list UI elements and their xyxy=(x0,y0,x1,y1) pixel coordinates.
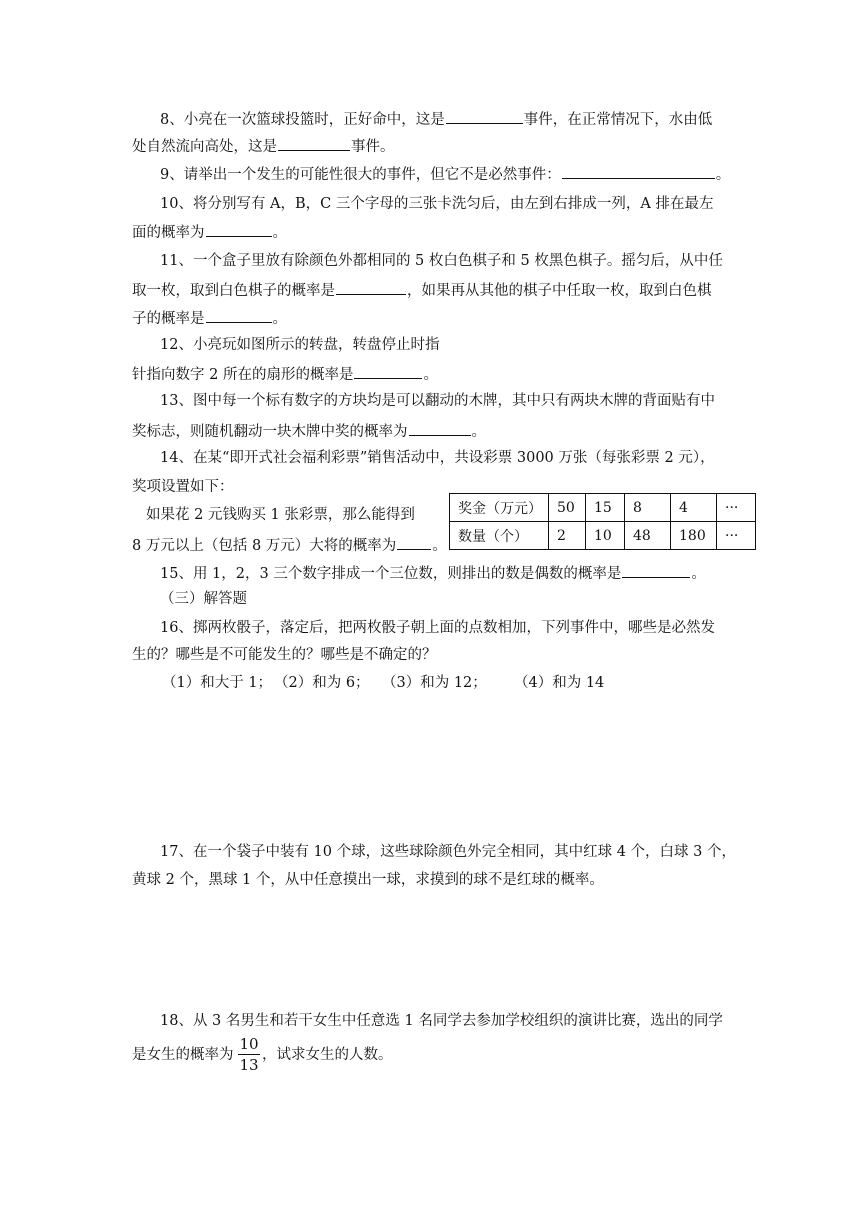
section-heading: （三）解答题 xyxy=(160,591,247,607)
q16-option-1: （1）和大于 1； xyxy=(162,675,273,691)
table-cell: ··· xyxy=(717,522,756,550)
q18-line2a: 是女生的概率为 xyxy=(132,1047,234,1063)
q13-text-b: 。 xyxy=(471,424,486,440)
q13-line1: 13、图中每一个标有数字的方块均是可以翻动的木牌，其中只有两块木牌的背面贴有中 xyxy=(160,393,715,409)
q10-line1: 10、将分别写有 A，B，C 三个字母的三张卡洗匀后，由左到右排成一列，A 排在最左 xyxy=(160,196,714,212)
q12-text-b: 。 xyxy=(423,367,438,383)
q13-text-a: 奖标志，则随机翻动一块木牌中奖的概率为 xyxy=(132,424,408,440)
fraction-numerator: 10 xyxy=(239,1035,259,1053)
q14-text-a: 8 万元以上（包括 8 万元）大将的概率为 xyxy=(132,538,397,554)
q16-line1: 16、掷两枚骰子，落定后，把两枚骰子朝上面的点数相加，下列事件中，哪些是必然发 xyxy=(160,620,715,636)
table-cell: 4 xyxy=(671,494,717,522)
q8-blank2[interactable] xyxy=(278,136,350,151)
table-cell: 奖金（万元） xyxy=(450,494,549,522)
table-row xyxy=(450,522,756,550)
q14-blank[interactable] xyxy=(397,535,431,550)
fraction-denominator: 13 xyxy=(239,1056,259,1074)
q18-line1: 18、从 3 名男生和若干女生中任意选 1 名同学去参加学校组织的演讲比赛，选出的同学 xyxy=(160,1013,723,1029)
q11-blank2[interactable] xyxy=(206,308,272,323)
table-cell: 180 xyxy=(671,522,717,550)
q9-blank[interactable] xyxy=(562,164,715,179)
table-cell: 15 xyxy=(586,494,625,522)
q8-blank1[interactable] xyxy=(446,109,523,124)
table-cell: 50 xyxy=(549,494,586,522)
q10-text-b: 。 xyxy=(272,225,287,241)
q15-text-a: 15、用 1，2，3 三个数字排成一个三位数，则排出的数是偶数的概率是 xyxy=(160,566,622,582)
q13-line2 xyxy=(132,421,486,441)
q11-text-c: 子的概率是 xyxy=(132,311,205,327)
fraction-bar xyxy=(238,1054,260,1055)
q15-blank[interactable] xyxy=(622,563,690,578)
q8-text-b: 事件，在正常情况下，水由低 xyxy=(523,112,713,128)
q10-text-a: 面的概率为 xyxy=(132,225,205,241)
q11-text-a: 取一枚，取到白色棋子的概率是 xyxy=(132,283,335,299)
q14-line2: 奖项设置如下： xyxy=(132,479,234,495)
prize-table xyxy=(449,493,756,550)
q11-text-d: 。 xyxy=(272,311,287,327)
q8-text-c: 处自然流向高处，这是 xyxy=(132,139,277,155)
probability-fraction xyxy=(238,1035,260,1074)
q11-line1: 11、一个盒子里放有除颜色外都相同的 5 枚白色棋子和 5 枚黑色棋子。摇匀后，从中任 xyxy=(160,253,723,269)
q11-line2 xyxy=(132,280,712,300)
q12-line2 xyxy=(132,364,438,384)
q9-line1 xyxy=(160,164,730,184)
q10-line2 xyxy=(132,222,287,242)
q9-text-a: 9、请举出一个发生的可能性很大的事件，但它不是必然事件： xyxy=(160,167,561,183)
q13-blank[interactable] xyxy=(409,421,471,436)
q14-line4 xyxy=(132,535,447,555)
q12-blank[interactable] xyxy=(354,364,422,379)
table-cell: ··· xyxy=(717,494,756,522)
table-cell: 48 xyxy=(625,522,671,550)
q12-line1: 12、小亮玩如图所示的转盘，转盘停止时指 xyxy=(160,337,440,353)
q15-text-b: 。 xyxy=(691,566,706,582)
q14-text-b: 。 xyxy=(432,538,447,554)
q18-line2b: ，试求女生的人数。 xyxy=(262,1047,393,1063)
q17-line2: 黄球 2 个，黑球 1 个，从中任意摸出一球，求摸到的球不是红球的概率。 xyxy=(132,872,604,888)
q14-line1: 14、在某“即开式社会福利彩票”销售活动中，共设彩票 3000 万张（每张彩票 2 元）， xyxy=(160,450,715,466)
q16-option-4: （4）和为 14 xyxy=(514,675,605,691)
q8-line1 xyxy=(160,109,712,129)
q10-blank[interactable] xyxy=(206,222,272,237)
q8-text-d: 事件。 xyxy=(351,139,395,155)
q11-blank1[interactable] xyxy=(336,280,406,295)
q16-option-2: （2）和为 6； xyxy=(274,675,370,691)
q11-text-b: ，如果再从其他的棋子中任取一枚，取到白色棋 xyxy=(407,283,712,299)
table-cell: 10 xyxy=(586,522,625,550)
table-cell: 数量（个） xyxy=(450,522,549,550)
q11-line3 xyxy=(132,308,287,328)
table-cell: 2 xyxy=(549,522,586,550)
q15-line1 xyxy=(160,563,706,583)
q17-line1: 17、在一个袋子中装有 10 个球，这些球除颜色外完全相同，其中红球 4 个，白球 3 个， xyxy=(160,844,737,860)
table-row xyxy=(450,494,756,522)
q8-line2 xyxy=(132,136,395,156)
q14-line3: 如果花 2 元钱购买 1 张彩票，那么能得到 xyxy=(146,507,415,523)
q16-line2: 生的？哪些是不可能发生的？哪些是不确定的？ xyxy=(132,647,437,663)
q12-text-a: 针指向数字 2 所在的扇形的概率是 xyxy=(132,367,354,383)
q9-text-b: 。 xyxy=(715,167,731,183)
q16-option-3: （3）和为 12； xyxy=(382,675,487,691)
table-cell: 8 xyxy=(625,494,671,522)
q8-text-a: 8、小亮在一次篮球投篮时，正好命中，这是 xyxy=(160,112,445,128)
